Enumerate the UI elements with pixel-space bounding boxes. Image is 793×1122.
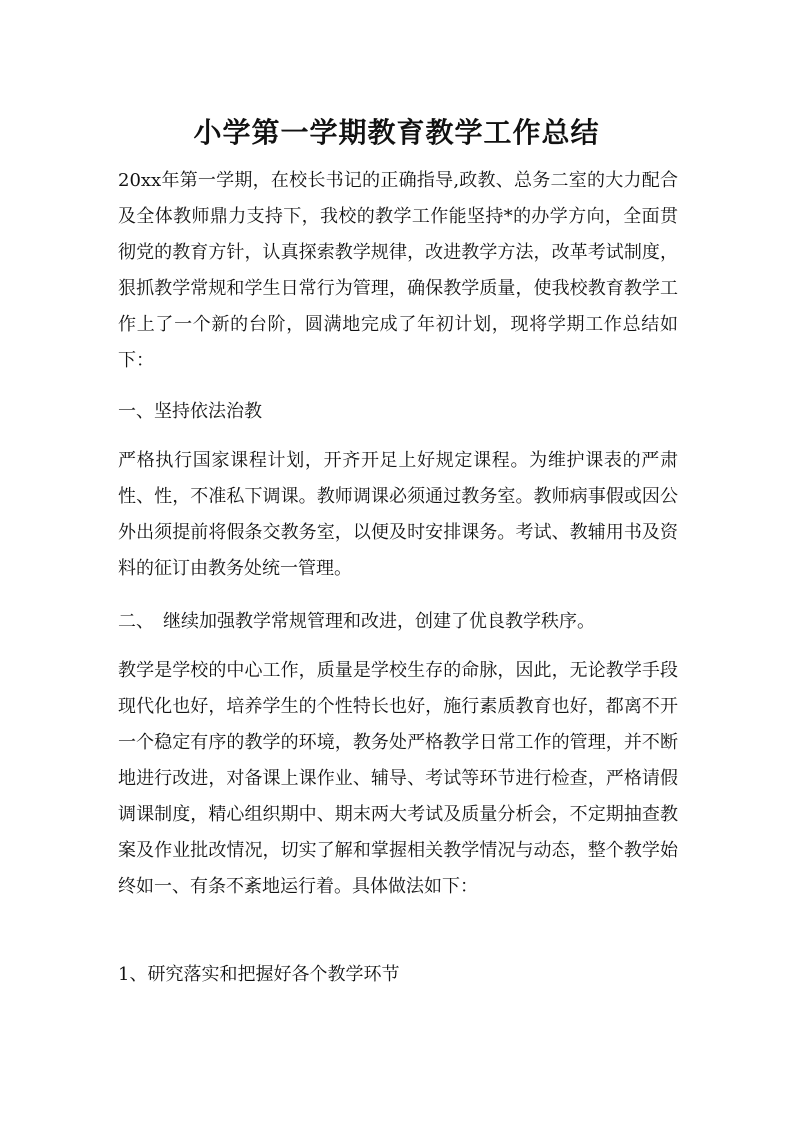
section-2-heading: 二、 继续加强教学常规管理和改进，创建了优良教学秩序。 <box>118 611 595 632</box>
section-1-heading: 一、坚持依法治教 <box>118 401 262 422</box>
intro-paragraph: 20xx年第一学期，在校长书记的正确指导,政教、总务二室的大力配合及全体教师鼎力支持下，我校的教学工作能坚持*的办学方向，全面贯彻党的教育方针，认真探索教学规律，改进教学方法，改革考试制度，狠抓教学常规和学生日常行为管理，确保教学质量，使我校教育教学工作上了一个新的台阶，圆满地完成了年初计划，现将学期工作总结如下： <box>118 170 678 371</box>
section-1-paragraph: 严格执行国家课程计划，开齐开足上好规定课程。为维护课表的严肃性、性，不准私下调课。教师调课必须通过教务室。教师病事假或因公外出须提前将假条交教务室，以便及时安排课务。考试、教辅用书及资料的征订由教务处统一管理。 <box>118 450 678 579</box>
subsection-1-heading: 1、研究落实和把握好各个教学环节 <box>118 964 400 985</box>
section-2-paragraph: 教学是学校的中心工作，质量是学校生存的命脉，因此，无论教学手段现代化也好，培养学生的个性特长也好，施行素质教育也好，都离不开一个稳定有序的教学的环境，教务处严格教学日常工作的管理，并不断地进行改进，对备课上课作业、辅导、考试等环节进行检查，严格请假调课制度，精心组织期中、期末两大考试及质量分析会，不定期抽查教案及作业批改情况，切实了解和掌握相关教学情况与动态，整个教学始终如一、有条不紊地运行着。具体做法如下： <box>118 660 678 897</box>
document-title: 小学第一学期教育教学工作总结 <box>193 115 600 149</box>
